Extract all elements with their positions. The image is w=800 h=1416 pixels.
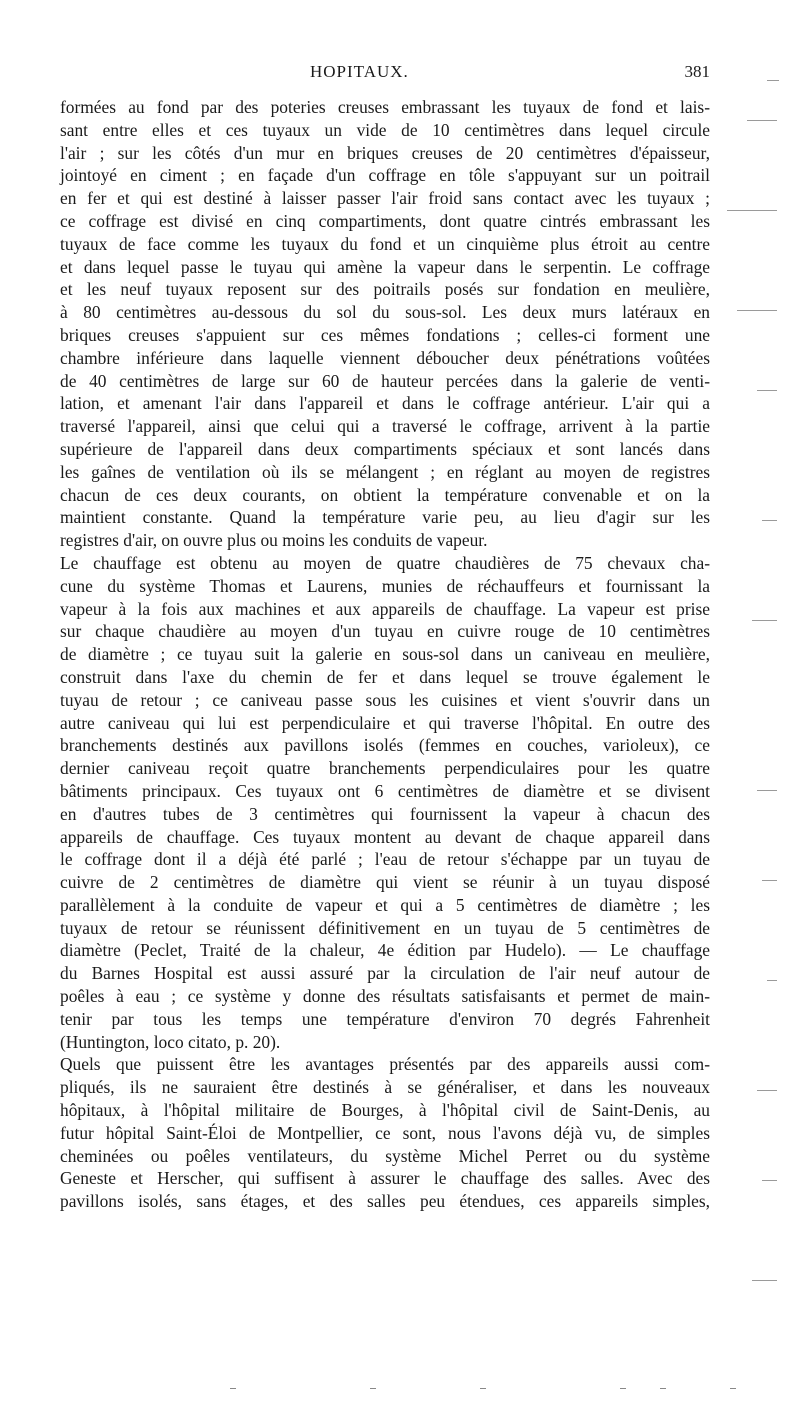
text-line: formées au fond par des poteries creuses embrassant les tuyaux de fond et lais-	[60, 97, 710, 117]
text-line: de diamètre ; ce tuyau suit la galerie en sous-sol dans un caniveau en meulière,	[60, 644, 710, 665]
text-line: tenir par tous les temps une température d'environ 70 degrés Fahrenheit	[60, 1008, 710, 1029]
text-line: construit dans l'axe du chemin de fer et dans lequel se trouve également le	[60, 666, 710, 687]
text-line: Quels que puissent être les avantages présentés par des appareils aussi com-	[60, 1054, 710, 1075]
text-line: ce coffrage est divisé en cinq compartiments, dont quatre cintrés embrassant les	[60, 210, 710, 231]
text-line: tuyaux de face comme les tuyaux du fond et un cinquième plus étroit au centre	[60, 233, 710, 254]
body-text	[60, 96, 710, 1213]
text-line: et dans lequel passe le tuyau qui amène la vapeur dans le serpentin. Le coffrage	[60, 256, 710, 277]
bottom-scan-marks	[230, 1388, 790, 1392]
text-line: vapeur à la fois aux machines et aux appareils de chauffage. La vapeur est prise	[60, 598, 710, 619]
text-line: cuivre de 2 centimètres de diamètre qui vient se réunir à un tuyau disposé	[60, 872, 710, 893]
text-line: sur chaque chaudière au moyen d'un tuyau en cuivre rouge de 10 centimètres	[60, 621, 710, 642]
text-line: dernier caniveau reçoit quatre branchements perpendiculaires pour les quatre	[60, 758, 710, 779]
text-line: cheminées ou poêles ventilateurs, du système Michel Perret ou du système	[60, 1145, 710, 1166]
text-line: de 40 centimètres de large sur 60 de hauteur percées dans la galerie de venti-	[60, 370, 710, 391]
text-line: sant entre elles et ces tuyaux un vide de 10 centimètres dans lequel circule	[60, 119, 710, 140]
text-line: jointoyé en ciment ; en façade d'un coffrage en tôle s'appuyant sur un poitrail	[60, 165, 710, 186]
text-line: en fer et qui est destiné à laisser passer l'air froid sans contact avec les tuyaux ;	[60, 188, 710, 209]
text-line: hôpitaux, à l'hôpital militaire de Bourges, à l'hôpital civil de Saint-Denis, au	[60, 1100, 710, 1121]
text-line: chambre inférieure dans laquelle viennent déboucher deux pénétrations voûtées	[60, 347, 710, 368]
text-line: registres d'air, on ouvre plus ou moins les conduits de vapeur.	[60, 530, 488, 551]
text-line: en d'autres tubes de 3 centimètres qui fournissent la vapeur à chacun des	[60, 803, 710, 824]
text-line: tuyau de retour ; ce caniveau passe sous les cuisines et vient s'ouvrir dans un	[60, 689, 710, 710]
text-line: bâtiments principaux. Ces tuyaux ont 6 centimètres de diamètre et se divisent	[60, 780, 710, 801]
text-line: supérieure de l'appareil dans deux compartiments spéciaux et sont lancés dans	[60, 438, 710, 459]
text-line: briques creuses s'appuient sur ces mêmes fondations ; celles-ci forment une	[60, 324, 710, 345]
page-number: 381	[684, 62, 710, 81]
text-line: parallèlement à la conduite de vapeur et qui a 5 centimètres de diamètre ; les	[60, 894, 710, 915]
text-line: poêles à eau ; ce système y donne des résultats satisfaisants et permet de main-	[60, 986, 710, 1007]
text-line: lation, et amenant l'air dans l'appareil et dans le coffrage antérieur. L'air qui a	[60, 393, 710, 414]
text-line: Geneste et Herscher, qui suffisent à assurer le chauffage des salles. Avec des	[60, 1168, 710, 1189]
text-line: autre caniveau qui lui est perpendiculaire et qui traverse l'hôpital. En outre des	[60, 712, 710, 733]
text-line: (Huntington, loco citato, p. 20).	[60, 1031, 281, 1052]
text-line: diamètre (Peclet, Traité de la chaleur, 4e édition par Hudelo). — Le chauffage	[60, 940, 710, 961]
text-line: et les neuf tuyaux reposent sur des poitrails posés sur fondation en meulière,	[60, 279, 710, 300]
text-line: Le chauffage est obtenu au moyen de quatre chaudières de 75 chevaux cha-	[60, 552, 710, 573]
text-line: pliqués, ils ne sauraient être destinés à se généraliser, et dans les nouveaux	[60, 1077, 710, 1098]
text-line: appareils de chauffage. Ces tuyaux montent au devant de chaque appareil dans	[60, 826, 710, 847]
text-line: maintient constante. Quand la température varie peu, au lieu d'agir sur les	[60, 507, 710, 528]
text-line: du Barnes Hospital est aussi assuré par la circulation de l'air neuf autour de	[60, 963, 710, 984]
text-line: branchements destinés aux pavillons isolés (femmes en couches, varioleux), ce	[60, 735, 710, 756]
margin-scan-marks	[727, 60, 782, 1360]
text-line: cune du système Thomas et Laurens, munies de réchauffeurs et fournissant la	[60, 575, 710, 596]
text-line: le coffrage dont il a déjà été parlé ; l'eau de retour s'échappe par un tuyau de	[60, 849, 710, 870]
text-line: à 80 centimètres au-dessous du sol du sous-sol. Les deux murs latéraux en	[60, 302, 710, 323]
running-title: HOPITAUX.	[310, 62, 409, 81]
text-line: traversé l'appareil, ainsi que celui qui a traversé le coffrage, arrivent à la partie	[60, 416, 710, 437]
text-line: tuyaux de retour se réunissent définitivement en un tuyau de 5 centimètres de	[60, 917, 710, 938]
text-line: futur hôpital Saint-Éloi de Montpellier, ce sont, nous l'avons déjà vu, de simples	[60, 1122, 710, 1143]
text-line: pavillons isolés, sans étages, et des salles peu étendues, ces appareils simples,	[60, 1191, 710, 1212]
text-line: les gaînes de ventilation où ils se mélangent ; en réglant au moyen de registres	[60, 461, 710, 482]
running-head	[60, 62, 710, 86]
text-line: chacun de ces deux courants, on obtient la température convenable et on la	[60, 484, 710, 505]
text-line: l'air ; sur les côtés d'un mur en briques creuses de 20 centimètres d'épaisseur,	[60, 142, 710, 163]
